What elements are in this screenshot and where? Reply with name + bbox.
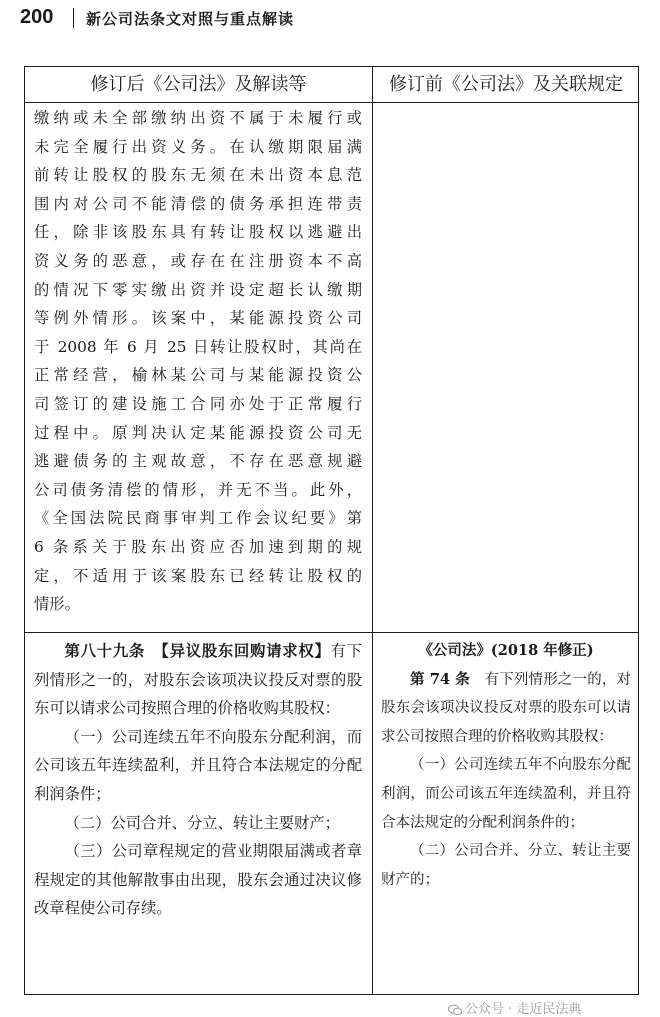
section-divider <box>25 632 638 633</box>
new-law-article <box>34 637 362 923</box>
watermark-text: 公众号 · 走近民法典 <box>465 1002 582 1017</box>
header-row-divider <box>25 102 638 103</box>
text-line: 任，除非该股东具有转让股权以逃避出 <box>34 223 362 242</box>
text-line: 的情况下零实缴出资并设定超长认缴期 <box>34 280 362 299</box>
article-title: 【异议股东回购请求权】 <box>161 642 331 660</box>
article-89-item-3: （三）公司章程规定的营业期限届满或者章程规定的其他解散事由出现，股东会通过决议修改章程使公司存续。 <box>34 842 362 918</box>
text-line: 公司债务清偿的情形，并无不当。此外， <box>34 480 362 499</box>
text-line: 定，不适用于该案股东已经转让股权的 <box>34 566 362 585</box>
article-89-item-2: （二）公司合并、分立、转让主要财产； <box>64 813 340 832</box>
column-divider <box>372 67 373 994</box>
text-line: 情形。 <box>34 595 80 614</box>
old-article-74-item-1: （一）公司连续五年不向股东分配利润，而公司该五年连续盈利，并且符合本法规定的分配利润条件的； <box>381 757 631 831</box>
old-article-lead-text: 有下列情形之一的，对股东会该项决议投反对票的股东可以请求公司按照合理的价格收购其股权： <box>381 671 631 745</box>
page-number: 200 <box>20 6 54 28</box>
interpretation-continued <box>34 104 362 619</box>
text-line: 司签订的建设施工合同亦处于正常履行 <box>34 394 362 413</box>
text-line: 于 2008 年 6 月 25 日转让股权时，其尚在 <box>34 337 362 356</box>
old-article-number: 第 74 条 <box>410 670 470 688</box>
header-divider <box>73 8 74 28</box>
text-line: 未完全履行出资义务。在认缴期限届满 <box>34 137 362 156</box>
page-header <box>0 0 660 40</box>
article-number: 第八十九条 <box>64 642 146 660</box>
text-line: 资义务的恶意，或存在在注册资本不高 <box>34 251 362 270</box>
text-line: 6 条系关于股东出资应否加速到期的规 <box>34 537 362 556</box>
column-header-left: 修订后《公司法》及解读等 <box>90 74 307 95</box>
article-89-lead <box>34 637 362 723</box>
article-89-item-1: （一）公司连续五年不向股东分配利润，而公司该五年连续盈利，并且符合本法规定的分配利润条件； <box>34 727 362 803</box>
text-line: 《全国法院民商事审判工作会议纪要》第 <box>34 509 362 528</box>
column-header-right: 修订前《公司法》及关联规定 <box>389 74 623 95</box>
text-line: 逃避债务的主观故意，不存在恶意规避 <box>34 452 362 471</box>
old-law-article <box>381 637 631 991</box>
text-line: 正常经营，榆林某公司与某能源投资公 <box>34 366 362 385</box>
text-line: 围内对公司不能清偿的债务承担连带责 <box>34 194 362 213</box>
text-line: 过程中。原判决认定某能源投资公司无 <box>34 423 362 442</box>
wechat-icon <box>448 1004 462 1016</box>
comparison-table <box>24 66 639 995</box>
text-line: 等例外情形。该案中，某能源投资公司 <box>34 309 362 328</box>
old-article-74-item-2: （二）公司合并、分立、转让主要财产的； <box>381 843 631 888</box>
book-title: 新公司法条文对照与重点解读 <box>86 10 295 28</box>
text-line: 前转让股权的股东无须在未出资本息范 <box>34 166 362 185</box>
old-law-source: 《公司法》(2018 年修正) <box>418 642 594 659</box>
text-line: 缴纳或未全部缴纳出资不属于未履行或 <box>34 109 362 127</box>
watermark <box>448 998 581 1017</box>
article-89-lead-text: 有下列情形之一的，对股东会该项决议投反对票的股东可以请求公司按照合理的价格收购其股权： <box>34 642 362 718</box>
old-article-74-lead <box>381 666 631 752</box>
